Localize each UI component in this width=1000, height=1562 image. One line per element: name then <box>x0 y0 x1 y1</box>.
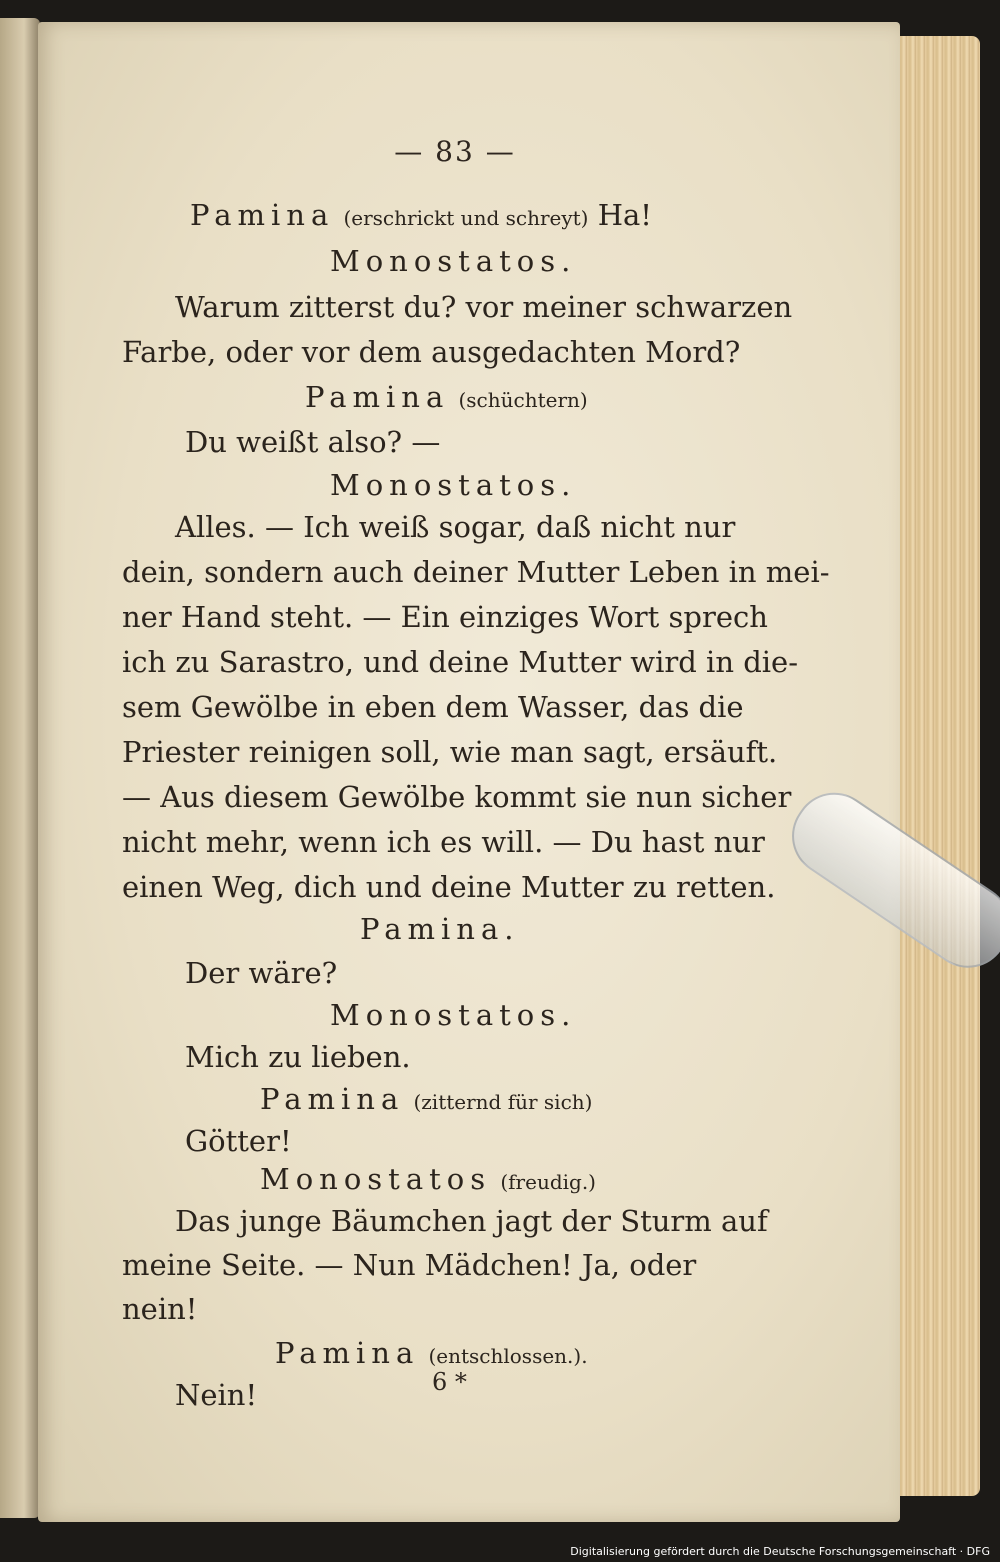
text-line: Warum zitterst du? vor meiner schwarzen <box>175 290 793 324</box>
text-line: meine Seite. — Nun Mädchen! Ja, oder <box>122 1248 697 1282</box>
text-line: dein, sondern auch deiner Mutter Leben in mei- <box>122 555 830 589</box>
speaker-name: Pamina <box>275 1336 420 1370</box>
text-line: Der wäre? <box>185 956 338 990</box>
text-line: Mich zu lieben. <box>185 1040 411 1074</box>
speaker-heading: Monostatos. <box>330 468 577 502</box>
dialogue-line <box>260 1162 596 1196</box>
dialogue-line <box>260 1082 592 1116</box>
text-line: Das junge Bäumchen jagt der Sturm auf <box>175 1204 768 1238</box>
text-line: ich zu Sarastro, und deine Mutter wird in die- <box>122 645 799 679</box>
speaker-name: Pamina <box>260 1082 405 1116</box>
text-line: sem Gewölbe in eben dem Wasser, das die <box>122 690 744 724</box>
digitization-credit: Digitalisierung gefördert durch die Deutsche Forschungsgemeinschaft · DFG <box>566 1543 994 1560</box>
left-page-edge <box>0 18 40 1518</box>
speaker-heading: Pamina. <box>360 912 520 946</box>
text-line: nein! <box>122 1292 198 1326</box>
signature-mark: 6 * <box>432 1368 467 1396</box>
stage-direction: (freudig.) <box>500 1170 596 1194</box>
speaker-heading: Monostatos. <box>330 998 577 1032</box>
text-line: Nein! <box>175 1378 258 1412</box>
stage-direction: (schüchtern) <box>458 388 588 412</box>
text-line: Priester reinigen soll, wie man sagt, ersäuft. <box>122 735 778 769</box>
speaker-name: Pamina <box>190 198 335 232</box>
page-number: — 83 — <box>394 135 516 168</box>
text-line: Du weißt also? — <box>185 425 441 459</box>
text-line: Götter! <box>185 1124 292 1158</box>
line-text: Ha! <box>597 198 652 232</box>
speaker-name: Pamina <box>305 380 450 414</box>
text-line: nicht mehr, wenn ich es will. — Du hast nur <box>122 825 765 859</box>
text-line: Alles. — Ich weiß sogar, daß nicht nur <box>175 510 736 544</box>
speaker-heading: Monostatos. <box>330 244 577 278</box>
text-line: — Aus diesem Gewölbe kommt sie nun sicher <box>122 780 792 814</box>
stage-direction: (entschlossen.). <box>428 1344 588 1368</box>
dialogue-line <box>190 198 652 232</box>
speaker-name: Monostatos <box>260 1162 492 1196</box>
text-line: Farbe, oder vor dem ausgedachten Mord? <box>122 335 741 369</box>
stage-direction: (erschrickt und schreyt) <box>343 206 589 230</box>
text-line: ner Hand steht. — Ein einziges Wort sprech <box>122 600 768 634</box>
dialogue-line <box>305 380 588 414</box>
dialogue-line <box>275 1336 588 1370</box>
text-line: einen Weg, dich und deine Mutter zu retten. <box>122 870 776 904</box>
stage-direction: (zitternd für sich) <box>413 1090 593 1114</box>
